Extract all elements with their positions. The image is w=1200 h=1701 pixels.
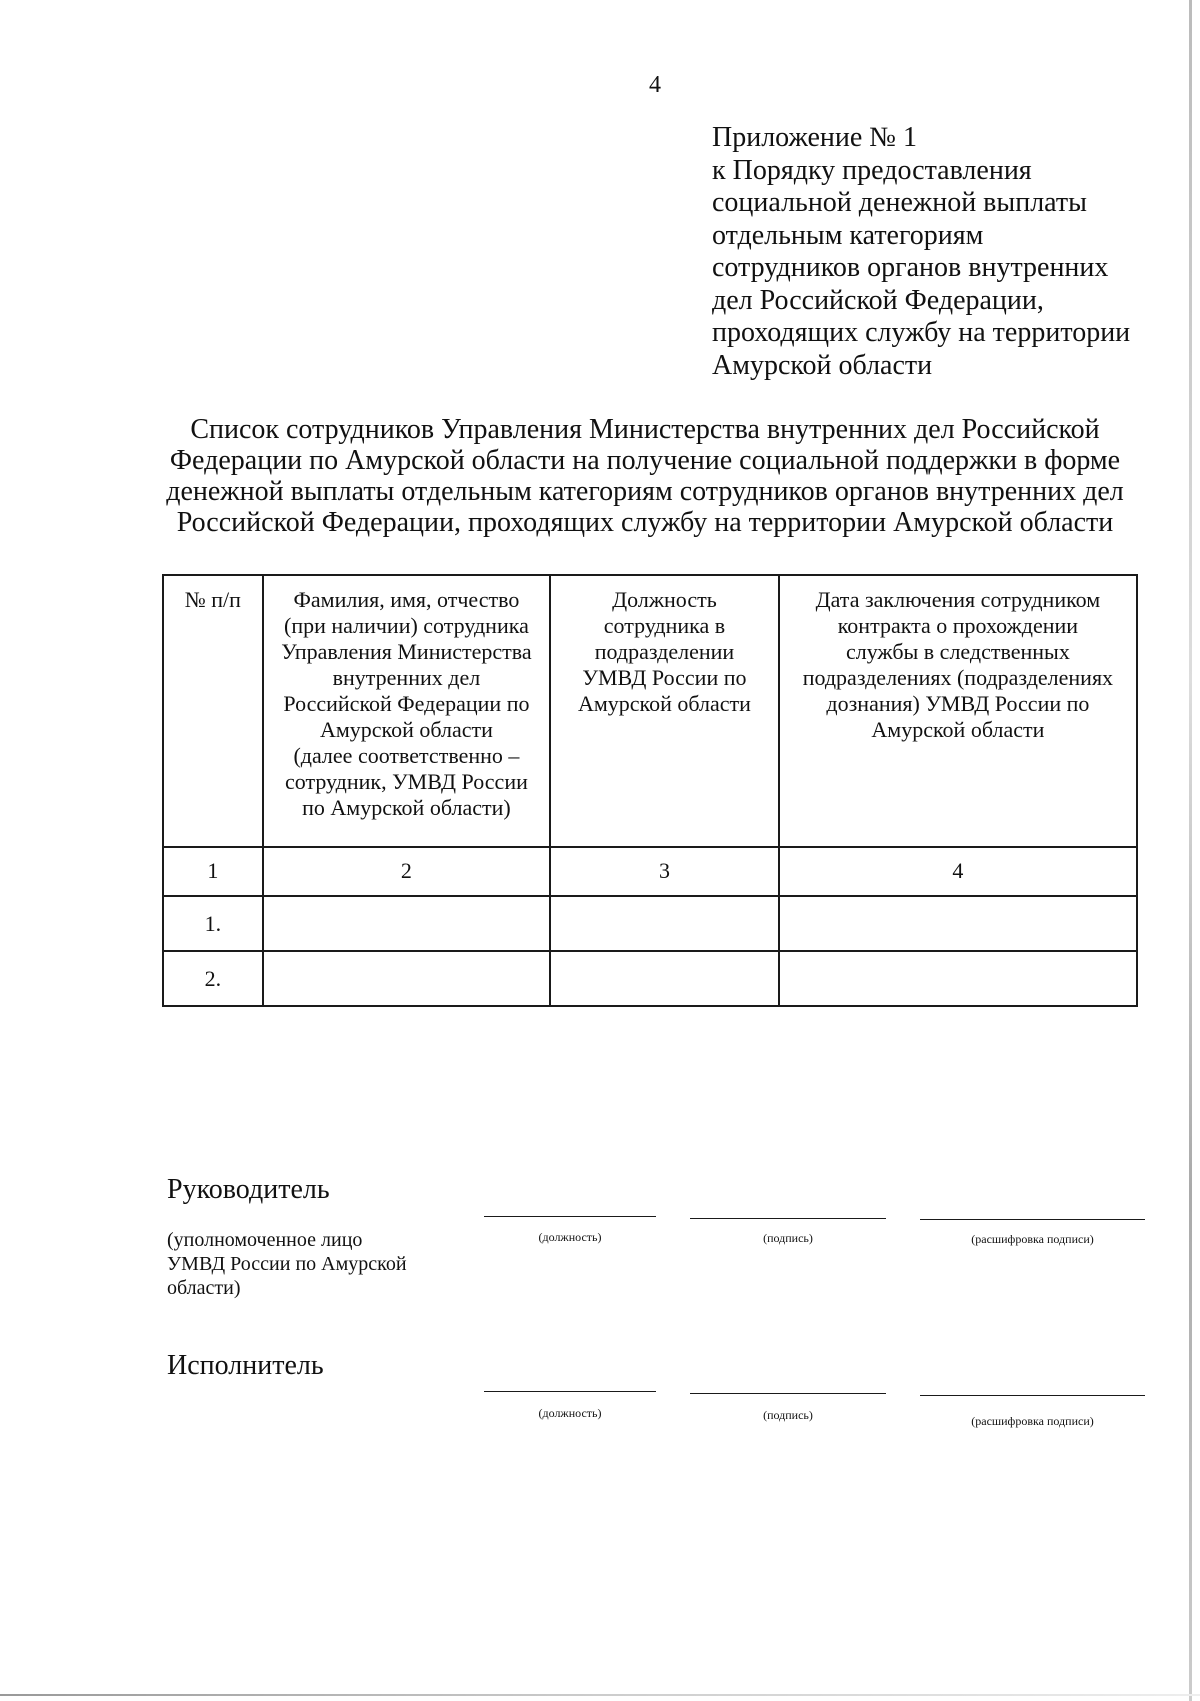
employee-list-table [162, 574, 1138, 1007]
executor-title: Исполнитель [167, 1350, 324, 1381]
table-cell-date [779, 896, 1137, 951]
appendix-line: Амурской области [712, 349, 933, 381]
table-row [163, 896, 1137, 951]
head-title: Руководитель [167, 1174, 330, 1205]
page-number: 4 [649, 72, 661, 98]
page-edge-shadow [1189, 0, 1192, 1701]
head-signature-caption: (подпись) [763, 1231, 813, 1245]
appendix-line: дел Российской Федерации, [712, 284, 1044, 316]
title-line: Список сотрудников Управления Министерства внутренних дел Российской [190, 414, 1100, 445]
column-number-row [163, 847, 1137, 896]
column-number: 3 [550, 847, 779, 896]
table-cell-number: 2. [163, 951, 263, 1006]
executor-position-caption: (должность) [538, 1406, 602, 1420]
executor-decoding-caption: (расшифровка подписи) [971, 1414, 1094, 1428]
executor-signature-caption: (подпись) [763, 1408, 813, 1422]
appendix-line: отдельным категориям [712, 219, 984, 251]
table-header-row [163, 575, 1137, 847]
executor-signature-line[interactable] [690, 1393, 886, 1394]
title-line: Российской Федерации, проходящих службу на территории Амурской области [176, 507, 1114, 538]
column-number: 4 [779, 847, 1137, 896]
header-contract-date: Дата заключения сотрудником контракта о прохождении службы в следственных подразделениях (подразделениях дознания) УМВД России по Амурской области [779, 575, 1137, 847]
table-cell-position [550, 896, 779, 951]
title-line: денежной выплаты отдельным категориям сотрудников органов внутренних дел [166, 476, 1124, 507]
head-position-line[interactable] [484, 1216, 656, 1217]
executor-decoding-line[interactable] [920, 1395, 1145, 1396]
appendix-line: сотрудников органов внутренних [712, 252, 1109, 283]
appendix-line: проходящих службу на территории [712, 317, 1131, 348]
appendix-line: социальной денежной выплаты [712, 187, 1087, 218]
table-row [163, 951, 1137, 1006]
document-title [150, 414, 1140, 538]
column-number: 1 [163, 847, 263, 896]
table-cell-position [550, 951, 779, 1006]
head-position-caption: (должность) [538, 1230, 602, 1244]
table-cell-name [263, 896, 550, 951]
header-position: Должность сотрудника в подразделении УМВД России по Амурской области [550, 575, 779, 847]
head-decoding-line[interactable] [920, 1219, 1145, 1220]
table-cell-number: 1. [163, 896, 263, 951]
table-cell-date [779, 951, 1137, 1006]
head-signature-line[interactable] [690, 1218, 886, 1219]
title-line: Федерации по Амурской области на получение социальной поддержки в форме [169, 445, 1121, 476]
header-full-name: Фамилия, имя, отчество (при наличии) сотрудника Управления Министерства внутренних дел Российской Федерации по Амурской области (далее соответственно – сотрудник, УМВД России по Амурской области) [263, 575, 550, 847]
appendix-line: к Порядку предоставления [712, 154, 1032, 186]
appendix-block [712, 122, 1172, 382]
page-bottom-edge [0, 1694, 1200, 1696]
head-note: (уполномоченное лицо УМВД России по Амурской области) [167, 1229, 407, 1299]
appendix-line: Приложение № 1 [712, 122, 917, 153]
column-number: 2 [263, 847, 550, 896]
table-cell-name [263, 951, 550, 1006]
executor-position-line[interactable] [484, 1391, 656, 1392]
head-decoding-caption: (расшифровка подписи) [971, 1232, 1094, 1246]
header-number: № п/п [163, 575, 263, 847]
